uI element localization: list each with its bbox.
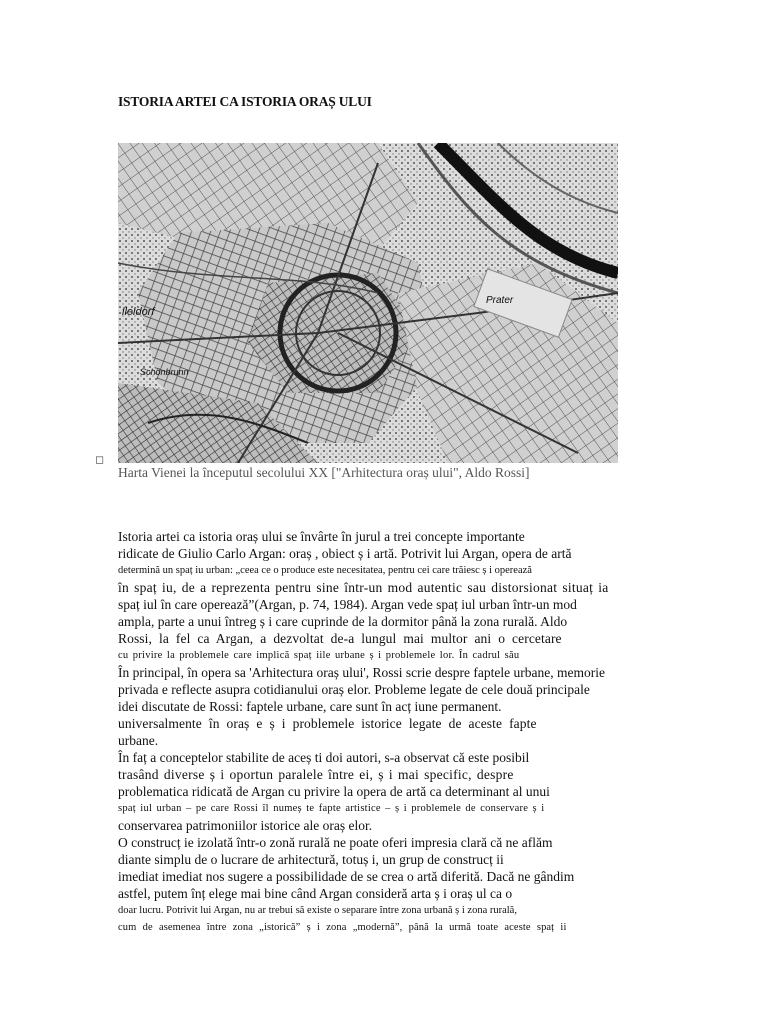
text-line: Rossi, la fel ca Argan, a dezvoltat de-a lungul mai multor ani o cercetare [118,631,562,646]
text-line: doar lucru. Potrivit lui Argan, nu ar trebui să existe o separare între zona urbană ș i zona rurală, [118,905,517,916]
text-line: idei discutate de Rossi: faptele urbane, care sunt în acț iune permanent. [118,699,502,714]
text-line: astfel, putem înț elege mai bine când Argan consideră arta ș i oraș ul ca o [118,886,513,901]
text-line: spaț iul urban – pe care Rossi îl numeș te fapte artistice – ș i problemele de conservare ș i [118,803,545,814]
text-line: În principal, în opera sa 'Arhitectura oraș ului', Rossi scrie despre faptele urbane, memorie [118,665,605,680]
map-label-schonbrunn: Schönbrunn [140,367,189,377]
text-line: ridicate de Giulio Carlo Argan: oraș , obiect ș i artă. Potrivit lui Argan, opera de artă [118,546,572,561]
text-line: problematica ridicată de Argan cu privire la opera de artă ca determinant al unui [118,784,550,799]
text-line: determină un spaț iu urban: „ceea ce o produce este necesitatea, pentru cei care trăiesc ș i operează [118,565,532,576]
text-line: universalmente în oraș e ș i problemele istorice legate de aceste fapte [118,716,537,731]
text-line: diante simplu de o lucrare de arhitectură, totuș i, un grup de construcț ii [118,852,504,867]
text-line: privada e reflecte asupra cotidianului oraș elor. Probleme legate de cele două principale [118,682,590,697]
text-line: ampla, parte a unui întreg ș i care cuprinde de la dormitor până la zona rurală. Aldo [118,614,568,629]
text-line: imediat imediat nos sugere a possibilidade de se crea o artă diferită. Dacă ne gândim [118,869,575,884]
text-line: în spaț iu, de a reprezenta pentru sine într-un mod autentic sau distorsionat situaț ia [118,580,609,595]
map-caption: Harta Vienei la începutul secolului XX ["Arhitectura oraș ului", Aldo Rossi] [118,465,530,480]
text-line: spaț iul în care operează”(Argan, p. 74, 1984). Argan vede spaț iul urban într-un mod [118,597,577,612]
text-line: conservarea patrimoniilor istorice ale oraș elor. [118,818,373,833]
vienna-map-image [118,143,618,463]
text-line: O construcț ie izolată într-o zonă rurală ne poate oferi impresia clară că ne aflăm [118,835,553,850]
body-text [118,528,678,936]
text-line: trasând diverse ș i oportun paralele între ei, ș i mai specific, despre [118,767,514,782]
text-line: urbane. [118,733,159,748]
text-line: Istoria artei ca istoria oraș ului se învârte în jurul a trei concepte importante [118,529,525,544]
map-label-prater: Prater [486,295,514,306]
text-line: cu privire la problemele care implică spaț iile urbane ș i problemele lor. În cadrul său [118,650,520,661]
document-title: ISTORIA ARTEI CA ISTORIA ORAȘ ULUI [118,94,372,109]
text-line: În faț a conceptelor stabilite de aceș ti doi autori, s-a observat că este posibil [118,750,530,765]
map-label-meidling: lleldorf [122,306,155,318]
broken-image-marker-icon: ◻ [95,453,105,466]
text-line: cum de asemenea între zona „istorică” ș i zona „modernă”, până la urmă toate aceste spaț ii [118,922,567,933]
